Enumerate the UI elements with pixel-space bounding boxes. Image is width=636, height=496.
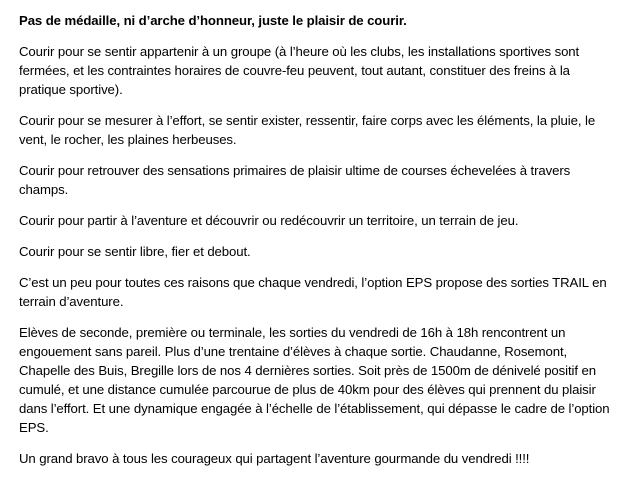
paragraph-trail: C’est un peu pour toutes ces raisons que chaque vendredi, l’option EPS propose des sorties TRAIL en terrain d’aventure. bbox=[19, 275, 607, 309]
paragraph-aventure: Courir pour partir à l’aventure et découvrir ou redécouvrir un territoire, un terrain de jeu. bbox=[19, 213, 519, 228]
paragraph-sensations: Courir pour retrouver des sensations primaires de plaisir ultime de courses échevelées à travers champs. bbox=[19, 163, 571, 197]
paragraph-effort: Courir pour se mesurer à l’effort, se sentir exister, ressentir, faire corps avec les éléments, la pluie, le vent, le rocher, les plaines herbeuses. bbox=[19, 113, 596, 147]
paragraph-bravo: Un grand bravo à tous les courageux qui partagent l’aventure gourmande du vendredi !!!! bbox=[19, 451, 530, 466]
document-body bbox=[19, 11, 619, 480]
document-title: Pas de médaille, ni d’arche d’honneur, juste le plaisir de courir. bbox=[19, 13, 407, 28]
paragraph-eleves: Elèves de seconde, première ou terminale, les sorties du vendredi de 16h à 18h rencontrent un engouement sans pareil. Plus d’une trentaine d’élèves à chaque sortie. Chaudanne, Rosemont, Chapelle des Buis, Bregille lors de nos 4 dernières sorties. Soit près de 1500m de dénivelé positif en cumulé, et une distance cumulée parcourue de plus de 40km pour des élèves qui prennent du plaisir dans l’effort. Et une dynamique engagée à l’échelle de l’établissement, qui dépasse le cadre de l’option EPS. bbox=[19, 325, 610, 435]
paragraph-groupe: Courir pour se sentir appartenir à un groupe (à l’heure où les clubs, les installations sportives sont fermées, et les contraintes horaires de couvre-feu peuvent, tout autant, constituer des freins à la pratique sportive). bbox=[19, 44, 580, 97]
paragraph-libre: Courir pour se sentir libre, fier et debout. bbox=[19, 244, 251, 259]
